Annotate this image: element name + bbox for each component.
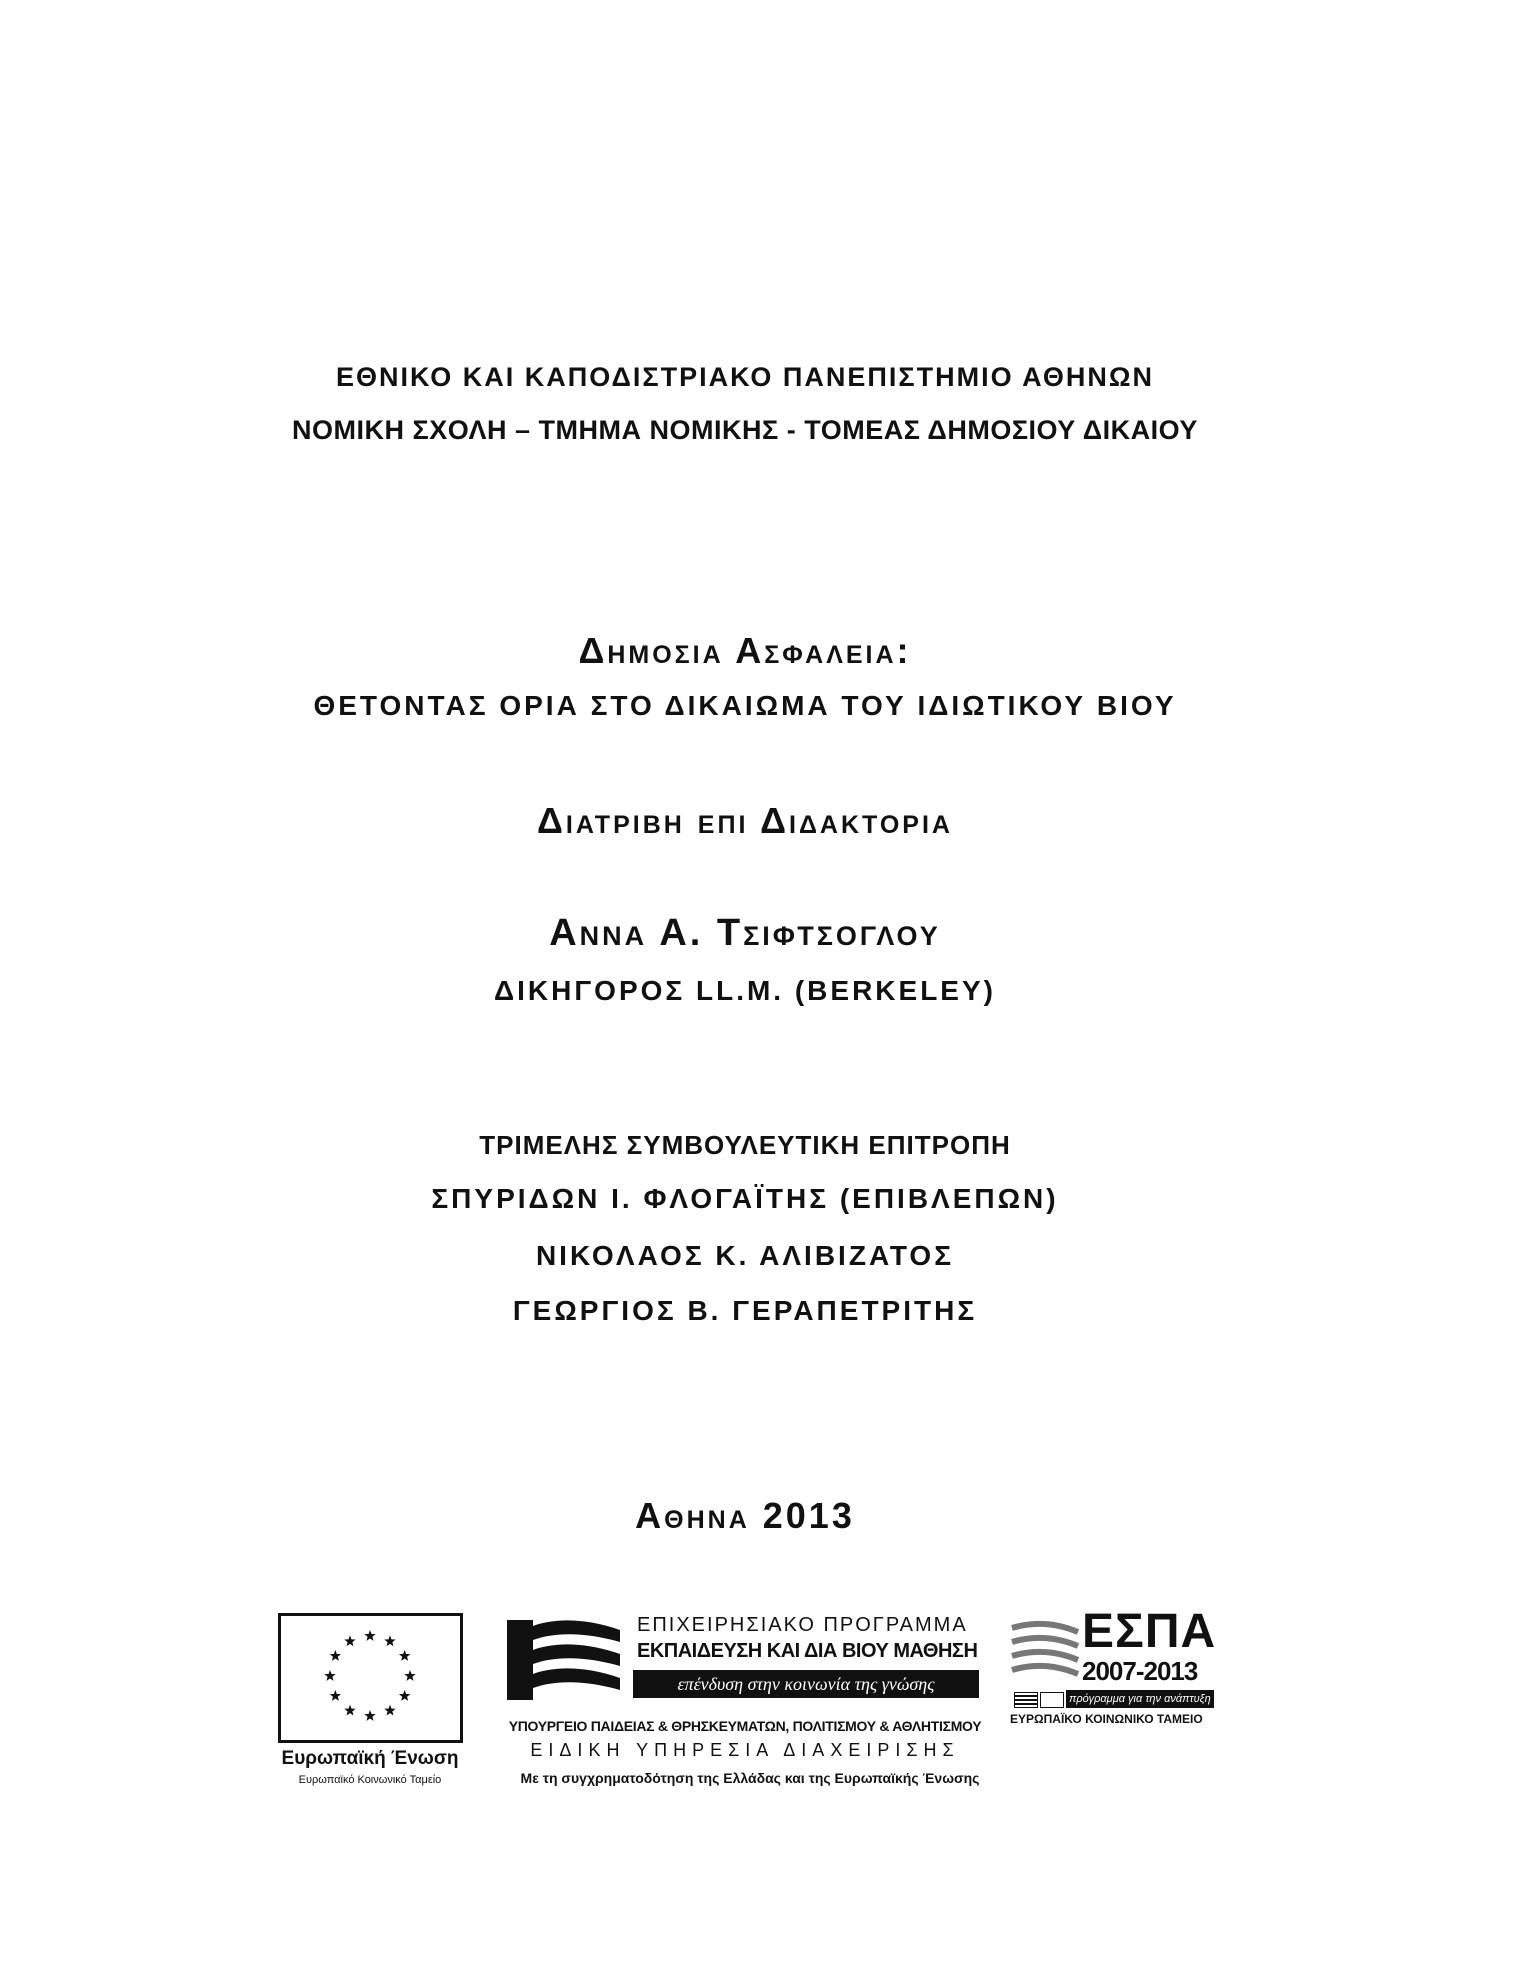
cofinancing-note: Με τη συγχρηματοδότηση της Ελλάδας και της Ευρωπαϊκής Ένωσης bbox=[520, 1770, 980, 1786]
eu-caption-name: Ευρωπαϊκή Ένωση bbox=[281, 1748, 459, 1769]
eu-star-icon bbox=[344, 1705, 355, 1716]
program-title-line2: ΕΚΠΑΙΔΕΥΣΗ ΚΑΙ ΔΙΑ ΒΙΟΥ ΜΑΘΗΣΗ bbox=[637, 1640, 978, 1662]
espa-tagline: πρόγραμμα για την ανάπτυξη bbox=[1066, 1690, 1214, 1708]
espa-logo bbox=[1010, 1605, 1220, 1732]
eu-star-icon bbox=[324, 1670, 335, 1681]
espa-fund: ΕΥΡΩΠΑΪΚΟ ΚΟΙΝΩΝΙΚΟ ΤΑΜΕΙΟ bbox=[1010, 1712, 1203, 1726]
program-title-line1: ΕΠΙΧΕΙΡΗΣΙΑΚΟ ΠΡΟΓΡΑΜΜΑ bbox=[637, 1614, 968, 1636]
managing-service: ΕΙΔΙΚΗ ΥΠΗΡΕΣΙΑ ΔΙΑΧΕΙΡΙΣΗΣ bbox=[530, 1740, 960, 1760]
eu-caption-fund: Ευρωπαϊκό Κοινωνικό Ταμείο bbox=[298, 1774, 442, 1786]
committee-heading: ΤΡΙΜΕΛΗΣ ΣΥΜΒΟΥΛΕΥΤΙΚΗ ΕΠΙΤΡΟΠΗ bbox=[479, 1130, 1011, 1160]
espa-years: 2007-2013 bbox=[1082, 1656, 1198, 1686]
program-logo bbox=[505, 1612, 985, 1708]
thesis-type: Διατριβη επι Διδακτορια bbox=[537, 800, 953, 841]
eu-star-icon bbox=[404, 1670, 415, 1681]
author-name: Αννα Α. Τσιφτσογλου bbox=[549, 912, 941, 954]
university-name: ΕΘΝΙΚΟ ΚΑΙ ΚΑΠΟΔΙΣΤΡΙΑΚΟ ΠΑΝΕΠΙΣΤΗΜΙΟ ΑΘΗΝΩΝ bbox=[335, 362, 1155, 392]
committee-member: ΣΠΥΡΙΔΩΝ Ι. ΦΛΟΓΑΪΤΗΣ (ΕΠΙΒΛΕΠΩΝ) bbox=[431, 1183, 1059, 1214]
open-book-logo-icon bbox=[505, 1612, 625, 1708]
ministry-name: ΥΠΟΥΡΓΕΙΟ ΠΑΙΔΕΙΑΣ & ΘΡΗΣΚΕΥΜΑΤΩΝ, ΠΟΛΙΤΙΣΜΟΥ & ΑΘΛΗΤΙΣΜΟΥ bbox=[508, 1718, 982, 1734]
eu-star-icon bbox=[364, 1710, 375, 1721]
eu-flag-logo bbox=[278, 1613, 463, 1743]
eu-star-icon bbox=[344, 1635, 355, 1646]
eu-stars-icon bbox=[281, 1616, 460, 1740]
greek-flag-icon bbox=[1014, 1692, 1038, 1708]
espa-title: ΕΣΠΑ bbox=[1082, 1605, 1217, 1658]
eu-star-icon bbox=[330, 1690, 341, 1701]
eu-flag-small-icon bbox=[1040, 1692, 1064, 1708]
eu-star-icon bbox=[384, 1705, 395, 1716]
school-department: ΝΟΜΙΚΗ ΣΧΟΛΗ – ΤΜΗΜΑ ΝΟΜΙΚΗΣ - ΤΟΜΕΑΣ ΔΗΜΟΣΙΟΥ ΔΙΚΑΙΟΥ bbox=[292, 415, 1198, 445]
eu-star-icon bbox=[384, 1635, 395, 1646]
committee-member: ΝΙΚΟΛΑΟΣ Κ. ΑΛΙΒΙΖΑΤΟΣ bbox=[535, 1240, 955, 1271]
eu-star-icon bbox=[399, 1650, 410, 1661]
thesis-title-main: Δημοσια Ασφαλεια: bbox=[578, 630, 912, 671]
program-slogan: επένδυση στην κοινωνία της γνώσης bbox=[633, 1670, 979, 1698]
thesis-title-subtitle: ΘΕΤΟΝΤΑΣ ΟΡΙΑ ΣΤΟ ΔΙΚΑΙΩΜΑ ΤΟΥ ΙΔΙΩΤΙΚΟΥ ΒΙΟΥ bbox=[313, 690, 1177, 721]
espa-wave-logo-icon bbox=[1010, 1618, 1080, 1688]
place-date: Αθηνα 2013 bbox=[635, 1495, 855, 1536]
committee-member: ΓΕΩΡΓΙΟΣ Β. ΓΕΡΑΠΕΤΡΙΤΗΣ bbox=[512, 1295, 978, 1326]
eu-star-icon bbox=[364, 1630, 375, 1641]
eu-star-icon bbox=[330, 1650, 341, 1661]
author-credentials: ΔΙΚΗΓΟΡΟΣ LL.M. (BERKELEY) bbox=[494, 975, 996, 1006]
eu-star-icon bbox=[399, 1690, 410, 1701]
